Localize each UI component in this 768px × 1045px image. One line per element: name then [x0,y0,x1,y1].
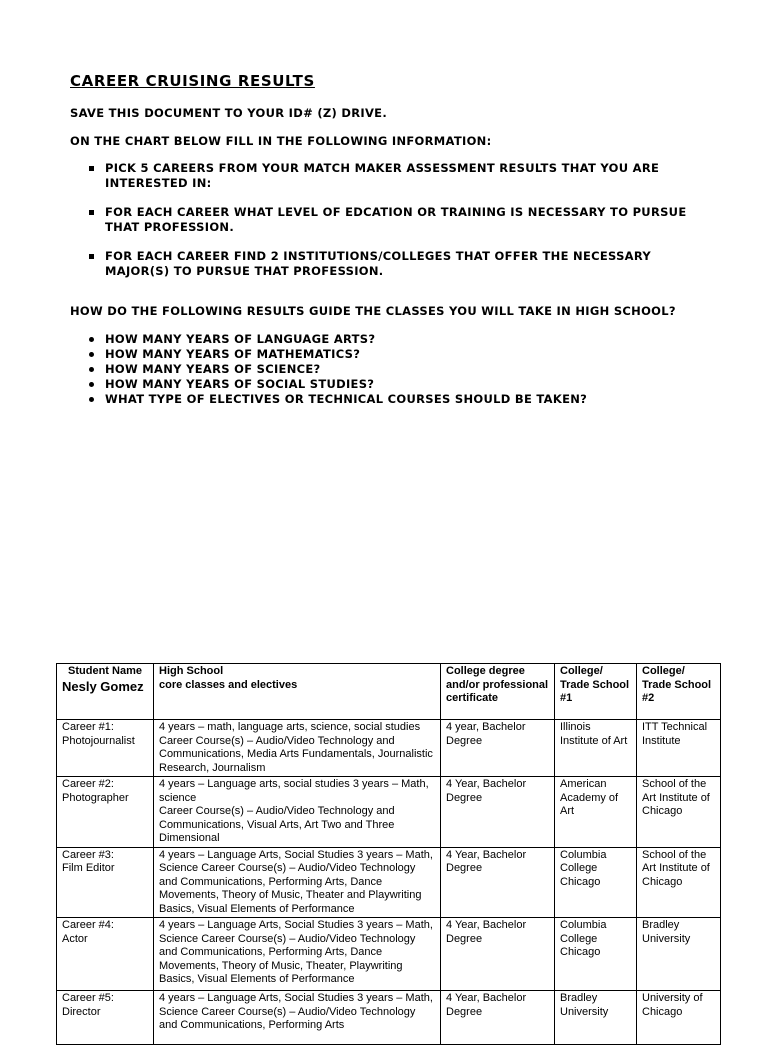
table-row [57,720,721,777]
classes-cell: 4 years – Language Arts, Social Studies 3 years – Math, Science Career Course(s) – Audio/Video Technology and Communications, Performing Arts [154,991,441,1045]
degree-cell: 4 year, Bachelor Degree [441,720,555,777]
classes-cell: 4 years – Language Arts, Social Studies 3 years – Math, Science Career Course(s) – Audio/Video Technology and Communications, Performing Arts, Dance Movements, Theory of Music, Theater and Playwriting Basics, Visual Elements of Performance [154,847,441,918]
question-item [70,362,710,377]
school2-cell: School of the Art Institute of Chicago [637,847,721,918]
career-cell: Career #3: Film Editor [57,847,154,918]
classes-cell: 4 years – Language Arts, Social Studies 3 years – Math, Science Career Course(s) – Audio/Video Technology and Communications, Performing Arts, Dance Movements, Theory of Music, Theater, Playwriting Basics, Visual Elements of Performance [154,918,441,991]
question-item [70,347,710,362]
degree-cell: 4 Year, Bachelor Degree [441,847,555,918]
task-text: PICK 5 CAREERS FROM YOUR MATCH MAKER ASSESSMENT RESULTS THAT YOU ARE INTERESTED IN: [105,161,660,190]
question-text: HOW MANY YEARS OF LANGUAGE ARTS? [105,332,376,346]
question-item [70,377,710,392]
round-bullet-icon [89,337,94,342]
school2-cell: School of the Art Institute of Chicago [637,777,721,848]
round-bullet-icon [89,397,94,402]
high-school-sublabel: core classes and electives [159,678,298,691]
classes-cell: 4 years – Language arts, social studies 3 years – Math, science Career Course(s) – Audio/Video Technology and Communications, Visual Arts, Art Two and Three Dimensional [154,777,441,848]
career-cell: Career #5: Director [57,991,154,1045]
square-bullet-icon [89,166,94,171]
student-name-label: Student Name [68,665,142,677]
school1-cell: Columbia College Chicago [555,847,637,918]
question-text: HOW MANY YEARS OF MATHEMATICS? [105,347,361,361]
task-list [70,161,710,293]
degree-cell: 4 Year, Bachelor Degree [441,918,555,991]
table-row [57,847,721,918]
task-item [70,205,710,249]
save-instruction: SAVE THIS DOCUMENT TO YOUR ID# (Z) DRIVE. [70,106,388,120]
classes-cell: 4 years – math, language arts, science, social studies Career Course(s) – Audio/Video Technology and Communications, Media Arts Fundamentals, Journalistic Research, Journalism [154,720,441,777]
square-bullet-icon [89,210,94,215]
round-bullet-icon [89,367,94,372]
school1-cell: Columbia College Chicago [555,918,637,991]
school2-cell: University of Chicago [637,991,721,1045]
question-item [70,332,710,347]
school1-cell: American Academy of Art [555,777,637,848]
task-item [70,161,710,205]
round-bullet-icon [89,352,94,357]
question-text: WHAT TYPE OF ELECTIVES OR TECHNICAL COURSES SHOULD BE TAKEN? [105,392,588,406]
career-cell: Career #4: Actor [57,918,154,991]
high-school-header [154,664,441,720]
table-row [57,918,721,991]
career-cell: Career #2: Photographer [57,777,154,848]
school1-cell: Illinois Institute of Art [555,720,637,777]
table-row [57,777,721,848]
table-row [57,991,721,1045]
square-bullet-icon [89,254,94,259]
student-name-header [57,664,154,720]
table-header-row [57,664,721,720]
school2-cell: Bradley University [637,918,721,991]
question-text: HOW MANY YEARS OF SOCIAL STUDIES? [105,377,375,391]
guidance-question: HOW DO THE FOLLOWING RESULTS GUIDE THE CLASSES YOU WILL TAKE IN HIGH SCHOOL? [70,304,676,318]
task-text: FOR EACH CAREER FIND 2 INSTITUTIONS/COLLEGES THAT OFFER THE NECESSARY MAJOR(S) TO PURSUE THAT PROFESSION. [105,249,652,278]
career-table [56,663,721,1045]
career-cell: Career #1: Photojournalist [57,720,154,777]
task-text: FOR EACH CAREER WHAT LEVEL OF EDCATION OR TRAINING IS NECESSARY TO PURSUE THAT PROFESSION. [105,205,687,234]
school2-header: College/ Trade School #2 [637,664,721,720]
question-text: HOW MANY YEARS OF SCIENCE? [105,362,321,376]
high-school-label: High School [159,665,224,677]
chart-instruction: ON THE CHART BELOW FILL IN THE FOLLOWING INFORMATION: [70,134,492,148]
document-title: CAREER CRUISING RESULTS [70,72,315,90]
degree-cell: 4 Year, Bachelor Degree [441,991,555,1045]
task-item [70,249,710,293]
school1-cell: Bradley University [555,991,637,1045]
round-bullet-icon [89,382,94,387]
question-list [70,332,710,407]
question-item [70,392,710,407]
school2-cell: ITT Technical Institute [637,720,721,777]
school1-header: College/ Trade School #1 [555,664,637,720]
student-name-value: Nesly Gomez [62,678,144,694]
degree-header: College degree and/or professional certificate [441,664,555,720]
degree-cell: 4 Year, Bachelor Degree [441,777,555,848]
